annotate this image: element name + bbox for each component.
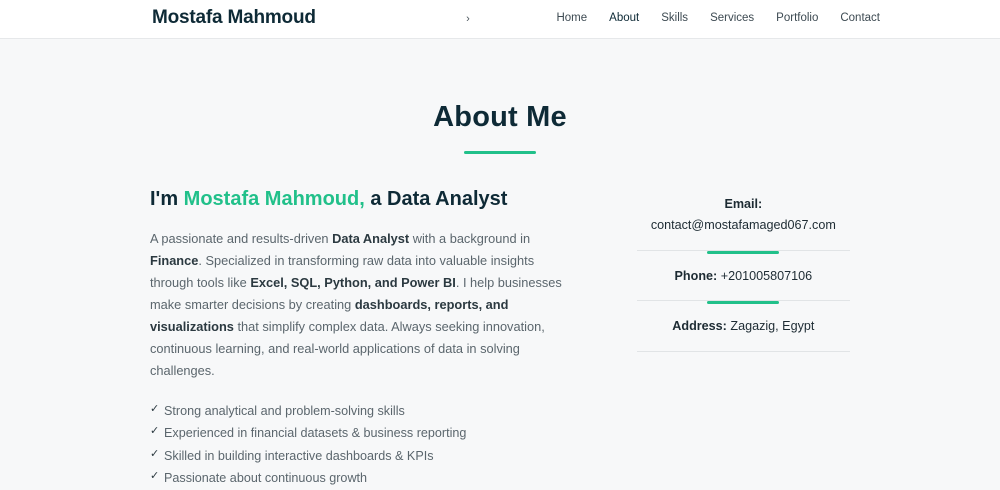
- contact-address-label: Address:: [672, 319, 727, 334]
- nav-links: [556, 12, 880, 24]
- contact-phone: [637, 251, 850, 301]
- list-item-label: Skilled in building interactive dashboards & KPIs: [164, 448, 434, 463]
- intro-heading-prefix: I'm: [150, 188, 184, 210]
- contact-column: [637, 194, 850, 352]
- nav-item-contact[interactable]: Contact: [840, 12, 880, 24]
- chevron-right-icon[interactable]: ›: [466, 13, 470, 25]
- contact-accent-bar-2: [707, 301, 779, 304]
- contact-phone-line: [637, 266, 850, 287]
- intro-heading: [150, 188, 577, 211]
- paragraph-text: A passionate and results-driven: [150, 231, 333, 246]
- contact-accent-bar-1: [707, 251, 779, 254]
- about-text-column: [150, 188, 577, 490]
- list-item: [150, 400, 577, 422]
- paragraph-emphasis: dashboards, reports, and visualizations: [150, 297, 509, 334]
- list-item-label: Experienced in financial datasets & business reporting: [164, 426, 467, 441]
- contact-phone-value[interactable]: +201005807106: [720, 268, 813, 283]
- contact-email-value[interactable]: contact@mostafamaged067.com: [650, 217, 836, 232]
- list-item-label: Passionate about continuous growth: [164, 471, 368, 486]
- check-icon: ✓: [150, 403, 160, 415]
- list-item: [150, 422, 577, 444]
- nav-item-portfolio[interactable]: Portfolio: [776, 12, 819, 24]
- list-item: [150, 467, 577, 489]
- paragraph-text: . Specialized in transforming raw data into valuable insights through tools like: [150, 253, 535, 290]
- paragraph-text: . I help businesses make smarter decisions by creating: [150, 275, 562, 312]
- check-icon: ✓: [150, 470, 160, 483]
- contact-email: [637, 194, 850, 250]
- intro-heading-accent: Mostafa Mahmoud,: [183, 188, 365, 210]
- contact-address-line: [637, 316, 850, 337]
- contact-divider-rule-3: [637, 351, 850, 352]
- paragraph-emphasis: Data Analyst: [332, 231, 410, 246]
- nav-item-skills[interactable]: Skills: [661, 12, 689, 24]
- title-underline: [464, 151, 536, 154]
- about-content: [0, 188, 1000, 490]
- about-paragraph: [150, 228, 577, 382]
- check-icon: ✓: [150, 425, 160, 438]
- contact-address-value: Zagazig, Egypt: [730, 319, 815, 334]
- check-icon: ✓: [150, 447, 160, 460]
- skill-list: [150, 400, 577, 490]
- brand-logo[interactable]: Mostafa Mahmoud: [152, 7, 316, 28]
- navbar: [0, 0, 1000, 39]
- page-title: About Me: [433, 101, 567, 133]
- list-item: [150, 445, 577, 467]
- intro-heading-suffix: a Data Analyst: [364, 188, 508, 210]
- nav-item-home[interactable]: Home: [556, 12, 588, 24]
- nav-item-services[interactable]: Services: [710, 12, 755, 24]
- contact-phone-label: Phone:: [674, 268, 718, 283]
- list-item-label: Strong analytical and problem-solving skills: [164, 404, 405, 418]
- nav-item-about[interactable]: About: [609, 12, 640, 24]
- paragraph-emphasis: Excel, SQL, Python, and Power BI: [250, 275, 456, 290]
- paragraph-text: that simplify complex data. Always seeking innovation, continuous learning, and real-world applications of data in solving challenges.: [150, 319, 545, 378]
- section-header: [0, 101, 1000, 154]
- paragraph-emphasis: Finance: [150, 253, 199, 268]
- paragraph-text: with a background in: [409, 231, 531, 246]
- contact-email-label: Email:: [724, 197, 763, 211]
- contact-address: [637, 301, 850, 351]
